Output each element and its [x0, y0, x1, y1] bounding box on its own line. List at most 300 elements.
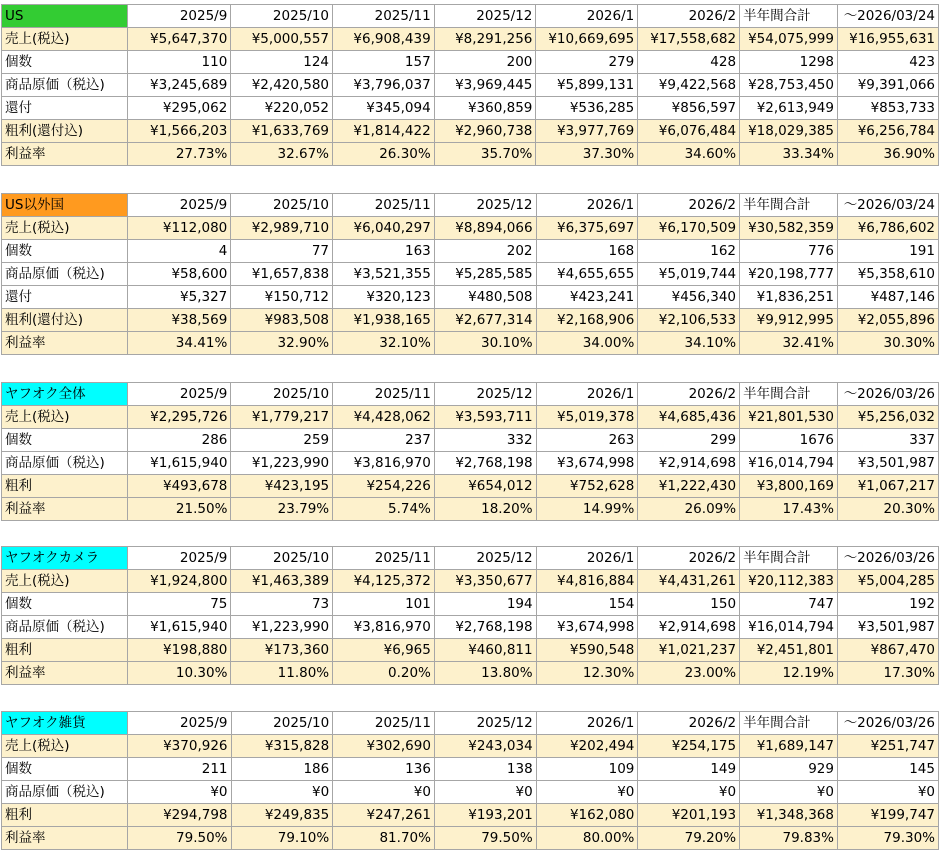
- column-header[interactable]: 2025/11: [333, 194, 435, 217]
- column-header[interactable]: 2025/9: [127, 547, 231, 570]
- cell[interactable]: 332: [434, 429, 536, 452]
- cell[interactable]: ¥2,914,698: [638, 452, 740, 475]
- column-header-total[interactable]: 半年間合計: [740, 194, 838, 217]
- column-header[interactable]: 2025/9: [127, 5, 231, 28]
- cell[interactable]: ¥2,989,710: [231, 217, 333, 240]
- cell[interactable]: 79.20%: [638, 827, 740, 850]
- column-header[interactable]: 2025/11: [333, 712, 435, 735]
- cell[interactable]: ¥0: [740, 781, 838, 804]
- column-header[interactable]: 2025/10: [231, 712, 333, 735]
- cell[interactable]: ¥752,628: [536, 475, 638, 498]
- cell[interactable]: ¥370,926: [127, 735, 231, 758]
- cell[interactable]: ¥6,040,297: [333, 217, 435, 240]
- row-label[interactable]: 還付: [2, 97, 128, 120]
- cell[interactable]: ¥17,558,682: [638, 28, 740, 51]
- cell[interactable]: 21.50%: [127, 498, 231, 521]
- cell[interactable]: ¥294,798: [127, 804, 231, 827]
- cell[interactable]: 109: [536, 758, 638, 781]
- cell[interactable]: 34.10%: [638, 332, 740, 355]
- cell[interactable]: 150: [638, 593, 740, 616]
- cell[interactable]: ¥5,256,032: [838, 406, 939, 429]
- cell[interactable]: ¥254,175: [638, 735, 740, 758]
- row-label[interactable]: 個数: [2, 758, 128, 781]
- cell[interactable]: 110: [127, 51, 231, 74]
- cell[interactable]: ¥5,019,378: [536, 406, 638, 429]
- column-header[interactable]: 2025/9: [127, 194, 231, 217]
- cell[interactable]: ¥856,597: [638, 97, 740, 120]
- cell[interactable]: ¥5,327: [127, 286, 231, 309]
- cell[interactable]: 1676: [740, 429, 838, 452]
- column-header[interactable]: 2025/9: [127, 712, 231, 735]
- cell[interactable]: 136: [333, 758, 435, 781]
- column-header[interactable]: 2025/11: [333, 547, 435, 570]
- cell[interactable]: ¥460,811: [434, 639, 536, 662]
- cell[interactable]: ¥6,908,439: [333, 28, 435, 51]
- cell[interactable]: ¥590,548: [536, 639, 638, 662]
- cell[interactable]: 75: [127, 593, 231, 616]
- cell[interactable]: ¥30,582,359: [740, 217, 838, 240]
- cell[interactable]: ¥2,420,580: [231, 74, 333, 97]
- cell[interactable]: ¥3,350,677: [434, 570, 536, 593]
- cell[interactable]: 79.83%: [740, 827, 838, 850]
- cell[interactable]: 279: [536, 51, 638, 74]
- cell[interactable]: ¥1,633,769: [231, 120, 333, 143]
- cell[interactable]: 14.99%: [536, 498, 638, 521]
- cell[interactable]: ¥6,786,602: [837, 217, 938, 240]
- cell[interactable]: 4: [127, 240, 231, 263]
- cell[interactable]: 81.70%: [333, 827, 435, 850]
- cell[interactable]: ¥201,193: [638, 804, 740, 827]
- cell[interactable]: 79.50%: [127, 827, 231, 850]
- cell[interactable]: ¥5,285,585: [434, 263, 536, 286]
- column-header[interactable]: 2025/9: [127, 383, 231, 406]
- cell[interactable]: ¥2,613,949: [740, 97, 838, 120]
- cell[interactable]: ¥4,431,261: [638, 570, 740, 593]
- row-label[interactable]: 商品原価（税込): [2, 263, 128, 286]
- cell[interactable]: 32.90%: [231, 332, 333, 355]
- cell[interactable]: 162: [638, 240, 740, 263]
- row-label[interactable]: 売上(税込): [2, 28, 128, 51]
- cell[interactable]: ¥2,295,726: [127, 406, 231, 429]
- cell[interactable]: ¥254,226: [333, 475, 435, 498]
- cell[interactable]: ¥2,106,533: [638, 309, 740, 332]
- cell[interactable]: ¥6,170,509: [638, 217, 740, 240]
- cell[interactable]: 36.90%: [837, 143, 938, 166]
- cell[interactable]: 23.79%: [231, 498, 333, 521]
- cell[interactable]: ¥6,375,697: [536, 217, 638, 240]
- section-title[interactable]: ヤフオク雑貨: [2, 712, 128, 735]
- row-label[interactable]: 粗利: [2, 475, 128, 498]
- cell[interactable]: 200: [434, 51, 536, 74]
- cell[interactable]: ¥202,494: [536, 735, 638, 758]
- column-header[interactable]: 2026/1: [536, 712, 638, 735]
- cell[interactable]: 32.10%: [333, 332, 435, 355]
- cell[interactable]: 37.30%: [536, 143, 638, 166]
- cell[interactable]: 30.10%: [434, 332, 536, 355]
- column-header[interactable]: 2025/11: [333, 5, 435, 28]
- cell[interactable]: ¥1,566,203: [127, 120, 231, 143]
- cell[interactable]: 145: [837, 758, 938, 781]
- cell[interactable]: 12.19%: [740, 662, 838, 685]
- cell[interactable]: ¥1,348,368: [740, 804, 838, 827]
- cell[interactable]: ¥3,800,169: [740, 475, 838, 498]
- cell[interactable]: 34.00%: [536, 332, 638, 355]
- cell[interactable]: ¥0: [127, 781, 231, 804]
- cell[interactable]: 202: [434, 240, 536, 263]
- cell[interactable]: 286: [127, 429, 231, 452]
- cell[interactable]: ¥0: [231, 781, 333, 804]
- cell[interactable]: 5.74%: [333, 498, 435, 521]
- table-yahoo-auction-camera: [1, 546, 939, 685]
- cell[interactable]: ¥9,912,995: [740, 309, 838, 332]
- cell[interactable]: 13.80%: [434, 662, 536, 685]
- cell[interactable]: ¥493,678: [127, 475, 231, 498]
- cell[interactable]: ¥4,655,655: [536, 263, 638, 286]
- cell[interactable]: 263: [536, 429, 638, 452]
- section-title[interactable]: US: [2, 5, 128, 28]
- cell[interactable]: ¥9,422,568: [638, 74, 740, 97]
- cell[interactable]: ¥3,816,970: [333, 452, 435, 475]
- cell[interactable]: 191: [837, 240, 938, 263]
- cell[interactable]: ¥2,168,906: [536, 309, 638, 332]
- section-title[interactable]: ヤフオクカメラ: [2, 547, 128, 570]
- cell[interactable]: ¥302,690: [333, 735, 435, 758]
- cell[interactable]: ¥20,112,383: [740, 570, 838, 593]
- cell[interactable]: ¥16,014,794: [740, 452, 838, 475]
- column-header[interactable]: 2025/12: [434, 383, 536, 406]
- row-label[interactable]: 個数: [2, 429, 128, 452]
- cell[interactable]: ¥28,753,450: [740, 74, 838, 97]
- cell[interactable]: ¥1,222,430: [638, 475, 740, 498]
- section-title[interactable]: ヤフオク全体: [2, 383, 128, 406]
- header-row: [2, 547, 939, 570]
- cell[interactable]: ¥9,391,066: [837, 74, 938, 97]
- cell[interactable]: 34.41%: [127, 332, 231, 355]
- cell[interactable]: ¥1,938,165: [333, 309, 435, 332]
- cell[interactable]: ¥1,463,389: [231, 570, 333, 593]
- row-label[interactable]: 商品原価（税込): [2, 452, 128, 475]
- cell[interactable]: ¥1,814,422: [333, 120, 435, 143]
- cell[interactable]: 33.34%: [740, 143, 838, 166]
- row-label[interactable]: 粗利: [2, 804, 128, 827]
- cell[interactable]: ¥3,245,689: [127, 74, 231, 97]
- cell[interactable]: 11.80%: [231, 662, 333, 685]
- row-label[interactable]: 売上(税込): [2, 570, 128, 593]
- column-header[interactable]: 2026/2: [638, 547, 740, 570]
- cell[interactable]: ¥3,593,711: [434, 406, 536, 429]
- cell[interactable]: ¥6,076,484: [638, 120, 740, 143]
- cell[interactable]: 168: [536, 240, 638, 263]
- cell[interactable]: ¥5,019,744: [638, 263, 740, 286]
- cell[interactable]: ¥480,508: [434, 286, 536, 309]
- cell[interactable]: ¥4,816,884: [536, 570, 638, 593]
- column-header[interactable]: 2025/10: [231, 383, 333, 406]
- cell[interactable]: ¥1,779,217: [231, 406, 333, 429]
- cell[interactable]: ¥0: [638, 781, 740, 804]
- cell[interactable]: 154: [536, 593, 638, 616]
- cell[interactable]: ¥853,733: [837, 97, 938, 120]
- row-label[interactable]: 個数: [2, 51, 128, 74]
- cell[interactable]: 101: [333, 593, 435, 616]
- table-row-cost: [2, 781, 939, 804]
- cell[interactable]: 77: [231, 240, 333, 263]
- cell[interactable]: 157: [333, 51, 435, 74]
- cell[interactable]: ¥21,801,530: [740, 406, 838, 429]
- cell[interactable]: 73: [231, 593, 333, 616]
- table-row-refund: [2, 97, 939, 120]
- cell[interactable]: ¥112,080: [127, 217, 231, 240]
- cell[interactable]: ¥2,768,198: [434, 616, 536, 639]
- column-header[interactable]: 2026/2: [638, 712, 740, 735]
- cell[interactable]: 79.50%: [434, 827, 536, 850]
- cell[interactable]: 34.60%: [638, 143, 740, 166]
- cell[interactable]: ¥1,689,147: [740, 735, 838, 758]
- cell[interactable]: ¥3,674,998: [536, 452, 638, 475]
- cell[interactable]: 929: [740, 758, 838, 781]
- cell[interactable]: ¥251,747: [837, 735, 938, 758]
- cell[interactable]: ¥345,094: [333, 97, 435, 120]
- cell[interactable]: 80.00%: [536, 827, 638, 850]
- cell[interactable]: ¥247,261: [333, 804, 435, 827]
- cell[interactable]: ¥3,674,998: [536, 616, 638, 639]
- row-label[interactable]: 利益率: [2, 662, 128, 685]
- cell[interactable]: ¥8,894,066: [434, 217, 536, 240]
- cell[interactable]: ¥320,123: [333, 286, 435, 309]
- cell[interactable]: 747: [740, 593, 838, 616]
- cell[interactable]: 237: [333, 429, 435, 452]
- cell[interactable]: ¥5,000,557: [231, 28, 333, 51]
- cell[interactable]: ¥2,768,198: [434, 452, 536, 475]
- cell[interactable]: ¥3,816,970: [333, 616, 435, 639]
- cell[interactable]: ¥1,021,237: [638, 639, 740, 662]
- cell[interactable]: 0.20%: [333, 662, 435, 685]
- row-label[interactable]: 商品原価（税込): [2, 616, 128, 639]
- cell[interactable]: ¥0: [837, 781, 938, 804]
- cell[interactable]: ¥3,969,445: [434, 74, 536, 97]
- cell[interactable]: ¥1,223,990: [231, 616, 333, 639]
- cell[interactable]: ¥16,014,794: [740, 616, 838, 639]
- cell[interactable]: ¥0: [434, 781, 536, 804]
- cell[interactable]: 124: [231, 51, 333, 74]
- table-row-gross-profit: [2, 475, 939, 498]
- table-row-margin: [2, 143, 939, 166]
- cell[interactable]: ¥4,125,372: [333, 570, 435, 593]
- column-header[interactable]: 2026/1: [536, 194, 638, 217]
- column-header[interactable]: 2026/2: [638, 383, 740, 406]
- row-label[interactable]: 売上(税込): [2, 217, 128, 240]
- cell[interactable]: 423: [837, 51, 938, 74]
- cell[interactable]: 32.67%: [231, 143, 333, 166]
- cell[interactable]: 259: [231, 429, 333, 452]
- row-label[interactable]: 売上(税込): [2, 735, 128, 758]
- cell[interactable]: 163: [333, 240, 435, 263]
- cell[interactable]: 428: [638, 51, 740, 74]
- cell[interactable]: 23.00%: [638, 662, 740, 685]
- cell[interactable]: ¥2,451,801: [740, 639, 838, 662]
- cell[interactable]: 79.10%: [231, 827, 333, 850]
- cell[interactable]: ¥1,223,990: [231, 452, 333, 475]
- cell[interactable]: ¥536,285: [536, 97, 638, 120]
- cell[interactable]: 186: [231, 758, 333, 781]
- cell[interactable]: ¥2,055,896: [837, 309, 938, 332]
- cell[interactable]: ¥58,600: [127, 263, 231, 286]
- cell[interactable]: ¥193,201: [434, 804, 536, 827]
- cell[interactable]: 30.30%: [837, 332, 938, 355]
- cell[interactable]: 299: [638, 429, 740, 452]
- column-header-latest[interactable]: 〜2026/03/24: [837, 194, 938, 217]
- cell[interactable]: 211: [127, 758, 231, 781]
- cell[interactable]: ¥173,360: [231, 639, 333, 662]
- cell[interactable]: ¥199,747: [837, 804, 938, 827]
- cell[interactable]: 26.09%: [638, 498, 740, 521]
- cell[interactable]: ¥38,569: [127, 309, 231, 332]
- cell[interactable]: ¥249,835: [231, 804, 333, 827]
- table-row-margin: [2, 332, 939, 355]
- column-header-total[interactable]: 半年間合計: [740, 383, 838, 406]
- column-header[interactable]: 2026/1: [536, 383, 638, 406]
- cell[interactable]: ¥4,428,062: [333, 406, 435, 429]
- cell[interactable]: ¥295,062: [127, 97, 231, 120]
- cell[interactable]: ¥5,004,285: [838, 570, 939, 593]
- cell[interactable]: ¥6,965: [333, 639, 435, 662]
- column-header-latest[interactable]: 〜2026/03/24: [837, 5, 938, 28]
- row-label[interactable]: 売上(税込): [2, 406, 128, 429]
- cell[interactable]: 192: [838, 593, 939, 616]
- cell[interactable]: ¥423,241: [536, 286, 638, 309]
- cell[interactable]: 12.30%: [536, 662, 638, 685]
- cell[interactable]: ¥20,198,777: [740, 263, 838, 286]
- cell[interactable]: ¥1,657,838: [231, 263, 333, 286]
- table-row-gross-profit: [2, 804, 939, 827]
- row-label[interactable]: 粗利: [2, 639, 128, 662]
- cell[interactable]: ¥1,836,251: [740, 286, 838, 309]
- column-header-total[interactable]: 半年間合計: [740, 5, 838, 28]
- column-header[interactable]: 2025/12: [434, 547, 536, 570]
- cell[interactable]: 18.20%: [434, 498, 536, 521]
- cell[interactable]: ¥10,669,695: [536, 28, 638, 51]
- cell[interactable]: ¥654,012: [434, 475, 536, 498]
- cell[interactable]: ¥315,828: [231, 735, 333, 758]
- cell[interactable]: 776: [740, 240, 838, 263]
- cell[interactable]: ¥243,034: [434, 735, 536, 758]
- cell[interactable]: 17.30%: [838, 662, 939, 685]
- cell[interactable]: ¥8,291,256: [434, 28, 536, 51]
- header-row: [2, 194, 939, 217]
- section-title[interactable]: US以外国: [2, 194, 128, 217]
- cell[interactable]: ¥1,615,940: [127, 616, 231, 639]
- cell[interactable]: ¥5,358,610: [837, 263, 938, 286]
- cell[interactable]: 26.30%: [333, 143, 435, 166]
- column-header-latest[interactable]: 〜2026/03/26: [837, 712, 938, 735]
- cell[interactable]: ¥6,256,784: [837, 120, 938, 143]
- cell[interactable]: ¥3,796,037: [333, 74, 435, 97]
- cell[interactable]: ¥2,960,738: [434, 120, 536, 143]
- row-label[interactable]: 還付: [2, 286, 128, 309]
- cell[interactable]: ¥3,501,987: [838, 616, 939, 639]
- cell[interactable]: ¥0: [333, 781, 435, 804]
- row-label[interactable]: 個数: [2, 593, 128, 616]
- cell[interactable]: ¥150,712: [231, 286, 333, 309]
- row-label[interactable]: 粗利(還付込): [2, 120, 128, 143]
- cell[interactable]: ¥54,075,999: [740, 28, 838, 51]
- cell[interactable]: 79.30%: [837, 827, 938, 850]
- cell[interactable]: ¥5,899,131: [536, 74, 638, 97]
- cell[interactable]: ¥2,914,698: [638, 616, 740, 639]
- cell[interactable]: ¥1,924,800: [127, 570, 231, 593]
- cell[interactable]: 194: [434, 593, 536, 616]
- column-header[interactable]: 2025/12: [434, 5, 536, 28]
- cell[interactable]: ¥983,508: [231, 309, 333, 332]
- cell[interactable]: 32.41%: [740, 332, 838, 355]
- row-label[interactable]: 商品原価（税込): [2, 781, 128, 804]
- cell[interactable]: 138: [434, 758, 536, 781]
- cell[interactable]: ¥162,080: [536, 804, 638, 827]
- table-yahoo-auction-goods: [1, 711, 939, 850]
- cell[interactable]: 337: [838, 429, 939, 452]
- cell[interactable]: ¥198,880: [127, 639, 231, 662]
- cell[interactable]: ¥220,052: [231, 97, 333, 120]
- cell[interactable]: ¥1,615,940: [127, 452, 231, 475]
- row-label[interactable]: 粗利(還付込): [2, 309, 128, 332]
- cell[interactable]: ¥456,340: [638, 286, 740, 309]
- column-header-total[interactable]: 半年間合計: [740, 547, 838, 570]
- row-label[interactable]: 利益率: [2, 143, 128, 166]
- cell[interactable]: ¥16,955,631: [837, 28, 938, 51]
- cell[interactable]: 149: [638, 758, 740, 781]
- cell[interactable]: 20.30%: [838, 498, 939, 521]
- column-header[interactable]: 2026/1: [536, 547, 638, 570]
- cell[interactable]: ¥1,067,217: [838, 475, 939, 498]
- row-label[interactable]: 利益率: [2, 332, 128, 355]
- row-label[interactable]: 個数: [2, 240, 128, 263]
- cell[interactable]: ¥5,647,370: [127, 28, 231, 51]
- cell[interactable]: 17.43%: [740, 498, 838, 521]
- table-row-count: [2, 758, 939, 781]
- cell[interactable]: 1298: [740, 51, 838, 74]
- column-header[interactable]: 2025/12: [434, 194, 536, 217]
- cell[interactable]: ¥4,685,436: [638, 406, 740, 429]
- cell[interactable]: ¥423,195: [231, 475, 333, 498]
- column-header[interactable]: 2025/10: [231, 194, 333, 217]
- column-header[interactable]: 2026/1: [536, 5, 638, 28]
- row-label[interactable]: 利益率: [2, 498, 128, 521]
- row-label[interactable]: 利益率: [2, 827, 128, 850]
- cell[interactable]: ¥0: [536, 781, 638, 804]
- column-header[interactable]: 2026/2: [638, 194, 740, 217]
- column-header[interactable]: 2025/12: [434, 712, 536, 735]
- cell[interactable]: ¥3,501,987: [838, 452, 939, 475]
- cell[interactable]: 10.30%: [127, 662, 231, 685]
- cell[interactable]: 35.70%: [434, 143, 536, 166]
- column-header[interactable]: 2025/10: [231, 547, 333, 570]
- cell[interactable]: ¥2,677,314: [434, 309, 536, 332]
- cell[interactable]: ¥360,859: [434, 97, 536, 120]
- cell[interactable]: ¥3,521,355: [333, 263, 435, 286]
- column-header-latest[interactable]: 〜2026/03/26: [838, 547, 939, 570]
- column-header-latest[interactable]: 〜2026/03/26: [838, 383, 939, 406]
- column-header[interactable]: 2025/11: [333, 383, 435, 406]
- column-header[interactable]: 2025/10: [231, 5, 333, 28]
- table-row-sales: [2, 735, 939, 758]
- cell[interactable]: ¥867,470: [838, 639, 939, 662]
- row-label[interactable]: 商品原価（税込): [2, 74, 128, 97]
- cell[interactable]: ¥18,029,385: [740, 120, 838, 143]
- column-header[interactable]: 2026/2: [638, 5, 740, 28]
- cell[interactable]: ¥3,977,769: [536, 120, 638, 143]
- column-header-total[interactable]: 半年間合計: [740, 712, 838, 735]
- cell[interactable]: ¥487,146: [837, 286, 938, 309]
- cell[interactable]: 27.73%: [127, 143, 231, 166]
